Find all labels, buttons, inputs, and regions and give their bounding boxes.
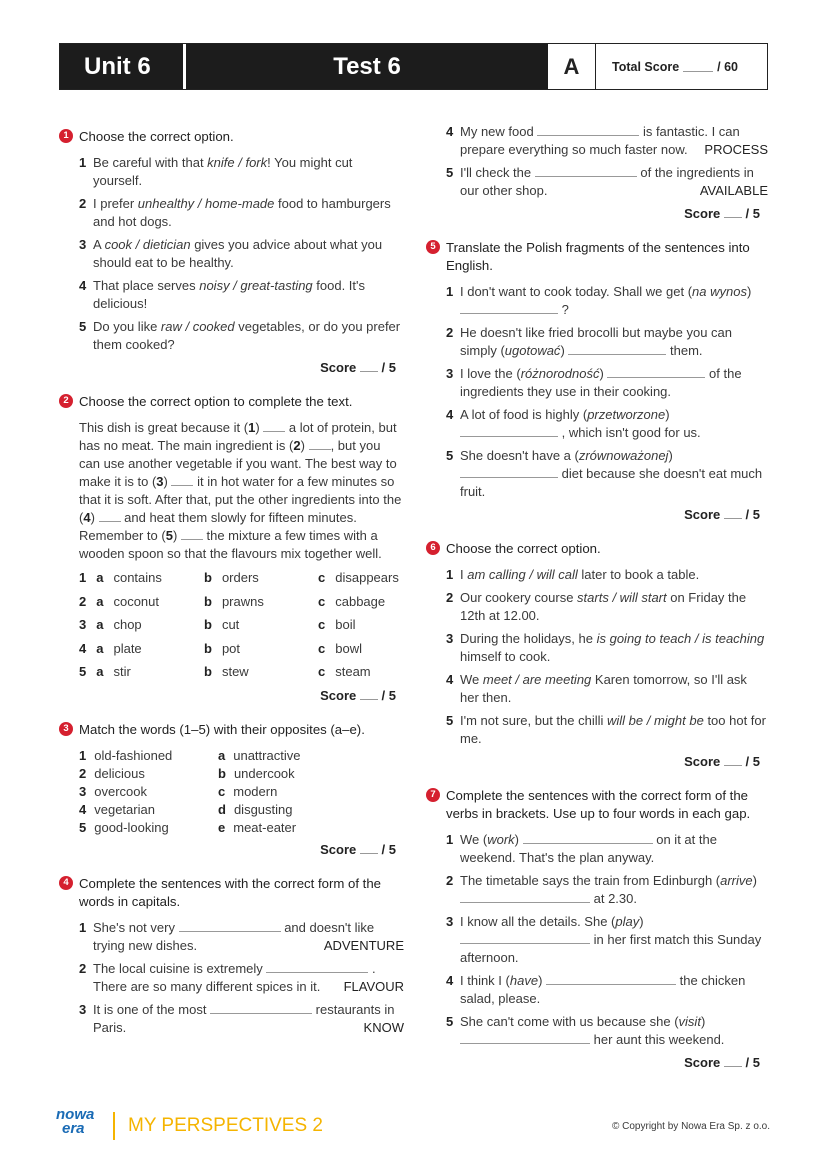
option-choice[interactable]: am calling / will call xyxy=(467,567,578,582)
list-item: 2 I prefer unhealthy / home-made food to hamburgers and hot dogs. xyxy=(79,196,391,229)
option-c[interactable]: c disappears xyxy=(318,570,399,585)
item-number: 2 xyxy=(446,873,454,888)
answer-blank[interactable] xyxy=(546,974,676,985)
option-c[interactable]: c bowl xyxy=(318,640,362,656)
answer-blank[interactable] xyxy=(171,475,193,486)
list-item: 2 The timetable says the train from Edinburgh (arrive) at 2.30. xyxy=(446,873,757,906)
capital-word: KNOW xyxy=(363,1019,404,1035)
item-number: 4 xyxy=(446,672,454,687)
item-number: 3 xyxy=(446,631,454,646)
option-row xyxy=(59,569,404,587)
option-b[interactable]: b orders xyxy=(204,570,259,585)
item-number: 3 xyxy=(79,237,87,252)
item-number: 5 xyxy=(446,448,454,463)
exercise-5: 5 Translate the Polish fragments of the sentences into English. 1 I don't want to cook today. Shall we get (na wynos) ? 2 He doesn't like fried brocolli but maybe you can simply (ugotować) them. 3 I love the (różnorodność) of the ingredients they use in their cooking. 4 A lot of food is highly (przetworzone) , which isn't good for us. 5 She doesn't have a (zrównoważonej) diet because she doesn't eat much fruit. Score / 5 xyxy=(426,239,768,524)
option-choice[interactable]: meet / are meeting xyxy=(482,672,592,687)
score-ex2: Score / 5 xyxy=(320,687,396,703)
list-item: 2 He doesn't like fried brocolli but maybe you can simply (ugotować) them. xyxy=(446,325,733,358)
option-row xyxy=(59,640,404,658)
item-number: 3 xyxy=(446,914,454,929)
capital-word: FLAVOUR xyxy=(343,978,404,994)
list-item: 1 We (work) on it at the weekend. That's the plan anyway. xyxy=(446,832,717,865)
match-word: c modern xyxy=(218,783,278,799)
exercise-3: 3 Match the words (1–5) with their opposites (a–e). 1 old-fashioned 2 delicious 3 overcook 4 vegetarian 5 good-looking a unattractive b undercook c modern d disgusting e meat-eater Score / 5 xyxy=(59,721,404,859)
option-choice[interactable]: noisy / great-tasting xyxy=(199,278,313,293)
unit-title: Unit 6 xyxy=(60,44,183,89)
exercise-number: 1 xyxy=(59,129,73,143)
exercise-4: 4 Complete the sentences with the correct form of the words in capitals. 1 She's not very and doesn't like trying new dishes. ADVENTURE 2 The local cuisine is extremely . There are so many different spices in it. FLAVOUR 3 It is one of the most restaurants in Paris. KNOW xyxy=(59,875,404,1037)
option-c[interactable]: c cabbage xyxy=(318,593,386,609)
score-ex6: Score / 5 xyxy=(684,754,760,769)
list-item: 5 I'll check the of the ingredients in our other shop. AVAILABLE xyxy=(446,165,768,198)
answer-blank[interactable] xyxy=(537,125,639,136)
option-a[interactable]: 2 a coconut xyxy=(79,593,160,609)
list-item: 3 It is one of the most restaurants in Paris. KNOW xyxy=(79,1001,404,1035)
option-b[interactable]: b pot xyxy=(204,640,241,656)
option-choice[interactable]: unhealthy / home-made xyxy=(137,196,275,211)
answer-blank[interactable] xyxy=(460,1033,590,1044)
match-word: 3 overcook xyxy=(79,783,147,799)
test-title: Test 6 xyxy=(186,44,548,89)
answer-blank[interactable] xyxy=(460,303,558,314)
match-word: 5 good-looking xyxy=(79,819,169,835)
item-number: 4 xyxy=(79,278,87,293)
option-a[interactable]: 3 a chop xyxy=(79,617,142,632)
answer-blank[interactable] xyxy=(535,166,637,177)
score-ex3: Score / 5 xyxy=(320,841,396,857)
option-choice[interactable]: will be / might be xyxy=(607,713,704,728)
item-number: 2 xyxy=(79,960,87,976)
match-word: 1 old-fashioned xyxy=(79,747,173,763)
list-item: 1 She's not very and doesn't like trying new dishes. ADVENTURE xyxy=(79,919,404,953)
match-word: e meat-eater xyxy=(218,819,297,835)
item-number: 1 xyxy=(79,155,87,170)
answer-blank[interactable] xyxy=(607,367,705,378)
option-choice[interactable]: starts / will start xyxy=(577,590,667,605)
list-item: 4 We meet / are meeting Karen tomorrow, so I'll ask her then. xyxy=(446,672,747,705)
capital-word: AVAILABLE xyxy=(699,183,768,198)
list-item: 4 That place serves noisy / great-tasting food. It's delicious! xyxy=(79,278,366,311)
list-item: 3 A cook / dietician gives you advice about what you should eat to be healthy. xyxy=(79,237,383,270)
item-number: 1 xyxy=(446,284,454,299)
item-number: 4 xyxy=(446,973,454,988)
list-item: 2 The local cuisine is extremely . There are so many different spices in it. FLAVOUR xyxy=(79,960,404,994)
answer-blank[interactable] xyxy=(179,921,281,932)
option-b[interactable]: b stew xyxy=(204,664,249,679)
item-number: 5 xyxy=(446,713,454,728)
answer-blank[interactable] xyxy=(460,933,590,944)
item-number: 5 xyxy=(446,165,454,180)
exercise-2-text: This dish is great because it (1) a lot of protein, but has no meat. The main ingredient is (2) , but you can use another vegetable if you want. The best way to make it is to (3) it in hot water for a few minutes so that it is soft. After that, put the other ingredients into the (4) and heat them slowly for fifteen minutes. Remember to (5) the mixture a few times with a wooden spoon so that the flavours mix together well. xyxy=(79,420,402,561)
option-row xyxy=(59,593,404,611)
score-ex7: Score / 5 xyxy=(684,1055,760,1070)
item-number: 3 xyxy=(446,366,454,381)
list-item: 5 She can't come with us because she (visit) her aunt this weekend. xyxy=(446,1014,725,1047)
footer-divider xyxy=(113,1112,115,1140)
left-column xyxy=(59,128,404,1053)
answer-blank[interactable] xyxy=(210,1003,312,1014)
match-word: 2 delicious xyxy=(79,765,145,781)
option-choice[interactable]: knife / fork xyxy=(207,155,268,170)
list-item: 1 I am calling / will call later to book a table. xyxy=(446,567,700,582)
item-number: 2 xyxy=(446,590,454,605)
list-item: 1 I don't want to cook today. Shall we get (na wynos) ? xyxy=(446,284,752,317)
item-number: 3 xyxy=(79,1001,87,1017)
list-item: 3 During the holidays, he is going to teach / is teaching himself to cook. xyxy=(446,631,765,664)
exercise-4-cont xyxy=(426,123,768,223)
item-number: 5 xyxy=(446,1014,454,1029)
item-number: 4 xyxy=(446,124,454,139)
capital-word: PROCESS xyxy=(704,142,768,157)
item-number: 1 xyxy=(446,832,454,847)
total-score: Total Score / 60 xyxy=(612,59,739,74)
option-choice[interactable]: cook / dietician xyxy=(104,237,191,252)
answer-blank[interactable] xyxy=(99,511,121,522)
list-item: 2 Our cookery course starts / will start on Friday the 12th at 12.00. xyxy=(446,590,747,623)
option-b[interactable]: b cut xyxy=(204,617,240,632)
answer-blank[interactable] xyxy=(460,426,558,437)
list-item: 4 My new food is fantastic. I can prepare everything so much faster now. PROCESS xyxy=(446,124,768,157)
list-item: 4 I think I (have) the chicken salad, please. xyxy=(446,973,746,1006)
item-number: 2 xyxy=(79,196,87,211)
list-item: 4 A lot of food is highly (przetworzone) , which isn't good for us. xyxy=(446,407,701,440)
list-item: 5 Do you like raw / cooked vegetables, or do you prefer them cooked? xyxy=(79,319,401,352)
score-ex4: Score / 5 xyxy=(684,206,760,221)
match-table xyxy=(59,747,404,837)
option-row xyxy=(59,663,404,681)
list-item: 3 I know all the details. She (play) in her first match this Sunday afternoon. xyxy=(446,914,762,965)
exercise-2: 2 Choose the correct option to complete the text. This dish is great because it (1) a lot of protein, but has no meat. The main ingredient is (2) , but you can use another vegetable if you want. The best way to make it is to (3) it in hot water for a few minutes so that it is soft. After that, put the other ingredients into the (4) and heat them slowly for fifteen minutes. Remember to (5) the mixture a few times with a wooden spoon so that the flavours mix together well. 1 a contains b orders c disappears 2 a coconut b prawns c cabbage 3 a chop b cut c boil 4 a plate b pot c bowl 5 a stir b stew c steam Score / 5 xyxy=(59,393,404,705)
answer-blank[interactable] xyxy=(309,439,331,450)
option-a[interactable]: 5 a stir xyxy=(79,664,131,679)
item-number: 5 xyxy=(79,319,87,334)
answer-blank[interactable] xyxy=(181,529,203,540)
option-c[interactable]: c steam xyxy=(318,664,371,679)
item-number: 1 xyxy=(79,919,87,935)
match-word: d disgusting xyxy=(218,801,293,817)
option-a[interactable]: 1 a contains xyxy=(79,570,162,585)
item-number: 1 xyxy=(446,567,454,582)
exercise-6: 6 Choose the correct option. 1 I am calling / will call later to book a table. 2 Our cookery course starts / will start on Friday the 12th at 12.00. 3 During the holidays, he is going to teach / is teaching himself to cook. 4 We meet / are meeting Karen tomorrow, so I'll ask her then. 5 I'm not sure, but the chilli will be / might be too hot for me. Score / 5 xyxy=(426,540,768,771)
option-a[interactable]: 4 a plate xyxy=(79,640,142,656)
option-choice[interactable]: raw / cooked xyxy=(160,319,235,334)
test-header xyxy=(59,43,768,90)
series-title: MY PERSPECTIVES 2 xyxy=(128,1115,323,1136)
list-item: 5 I'm not sure, but the chilli will be / might be too hot for me. xyxy=(446,713,766,746)
score-ex1: Score / 5 xyxy=(320,360,396,375)
answer-blank[interactable] xyxy=(568,344,666,355)
total-score-input[interactable] xyxy=(683,61,713,72)
right-column xyxy=(426,123,768,1088)
exercise-title: Choose the correct option. xyxy=(79,129,234,144)
score-ex5: Score / 5 xyxy=(684,507,760,522)
nowa-era-logo: nowa era xyxy=(56,1106,95,1137)
match-word: 4 vegetarian xyxy=(79,801,155,817)
answer-blank[interactable] xyxy=(266,962,368,973)
answer-blank[interactable] xyxy=(523,833,653,844)
list-item: 5 She doesn't have a (zrównoważonej) diet because she doesn't eat much fruit. xyxy=(446,448,763,499)
option-b[interactable]: b prawns xyxy=(204,593,264,609)
match-word: a unattractive xyxy=(218,747,301,763)
answer-blank[interactable] xyxy=(263,421,285,432)
exercise-7: 7 Complete the sentences with the correct form of the verbs in brackets. Use up to four words in each gap. 1 We (work) on it at the weekend. That's the plan anyway. 2 The timetable says the train from Edinburgh (arrive) at 2.30. 3 I know all the details. She (play) in her first match this Sunday afternoon. 4 I think I (have) the chicken salad, please. 5 She can't come with us because she (visit) her aunt this weekend. Score / 5 xyxy=(426,787,768,1072)
item-number: 2 xyxy=(446,325,454,340)
list-item: 3 I love the (różnorodność) of the ingredients they use in their cooking. xyxy=(446,366,742,399)
list-item: 1 Be careful with that knife / fork! You might cut yourself. xyxy=(79,155,353,188)
item-number: 4 xyxy=(446,407,454,422)
answer-blank[interactable] xyxy=(460,892,590,903)
option-choice[interactable]: is going to teach / is teaching xyxy=(596,631,765,646)
answer-blank[interactable] xyxy=(460,467,558,478)
capital-word: ADVENTURE xyxy=(323,937,404,953)
match-word: b undercook xyxy=(218,765,295,781)
option-row xyxy=(59,616,404,634)
copyright: © Copyright by Nowa Era Sp. z o.o. xyxy=(612,1121,770,1132)
test-version: A xyxy=(548,44,596,89)
option-c[interactable]: c boil xyxy=(318,617,356,632)
exercise-1 xyxy=(59,128,404,377)
